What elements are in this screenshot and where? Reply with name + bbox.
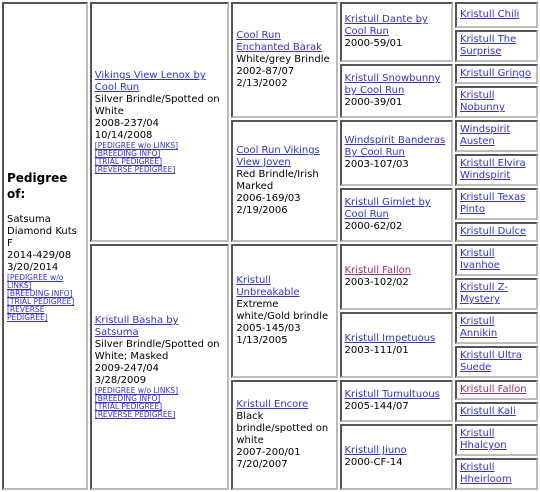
great-grandparent-name-link[interactable]: Kristull Tumultuous [344,389,440,400]
gen4-cell [455,424,538,456]
gen4-cell [455,222,538,242]
gen4-cell [455,402,538,422]
gen4-cell [455,120,538,152]
subject-pedigree-no-links-link[interactable]: [PEDIGREE w/o LINKS] [7,273,64,290]
gen4-cell [455,346,538,378]
sire-dob: 10/14/2008 [94,130,153,141]
great-grandparent-reg: 2000-CF-14 [344,457,403,468]
sire-trial-pedigree-link[interactable]: [TRIAL PEDIGREE] [94,157,163,166]
gen4-cell [455,86,538,118]
great-grandparent-reg: 2000-59/01 [344,38,403,49]
grandparent-cell [231,244,337,378]
grandparent-dob: 2/13/2002 [236,78,288,89]
great-grandparent-cell [340,244,454,310]
great-grandparent-reg: 2000-39/01 [344,97,403,108]
gen4-name-link[interactable]: Kristull Dulce [460,226,527,237]
gen4-name-link[interactable]: Kristull Elvira Windspirit [460,158,526,181]
sire-name-link[interactable]: Vikings View Lenox by Cool Run [94,70,206,93]
gen4-cell [455,312,538,344]
subject-name-line2: Diamond Kuts [7,226,77,237]
subject-name-line1: Satsuma [7,214,51,225]
grandparent-dob: 1/13/2005 [236,335,288,346]
gen4-cell [455,244,538,276]
gen4-cell [455,188,538,220]
grandparent-color: Black brindle/spotted on white [236,411,329,446]
great-grandparent-reg: 2003-102/02 [344,277,409,288]
gen4-cell [455,64,538,84]
grandparent-cell [231,120,337,242]
subject-trial-pedigree-link[interactable]: [TRIAL PEDIGREE] [7,297,75,306]
great-grandparent-reg: 2005-144/07 [344,401,409,412]
subject-breeding-info-link[interactable]: [BREEDING INFO] [7,289,73,298]
great-grandparent-reg: 2003-107/03 [344,159,409,170]
great-grandparent-cell [340,380,454,422]
grandparent-color: Red Brindle/Irish Marked [236,169,319,192]
grandparent-reg: 2002-87/07 [236,66,295,77]
subject-cell [2,2,88,490]
great-grandparent-cell [340,312,454,378]
great-grandparent-name-link[interactable]: Kristull Dante by Cool Run [344,14,428,37]
subject-dob: 3/20/2014 [7,262,59,273]
gen4-name-link[interactable]: Kristull Gringo [460,68,532,79]
dam-color: Silver Brindle/Spotted on White; Masked [94,339,220,362]
great-grandparent-cell [340,64,454,118]
dam-breeding-info-link[interactable]: [BREEDING INFO] [94,394,161,403]
great-grandparent-cell [340,120,454,186]
gen4-cell [455,30,538,62]
subject-reg: 2014-429/08 [7,250,72,261]
grandparent-color: Extreme white/Gold brindle [236,299,329,322]
gen4-name-link[interactable]: Kristull Z-Mystery [460,282,508,305]
gen4-name-link[interactable]: Kristull Nobunny [460,90,505,113]
dam-name-link[interactable]: Kristull Basha by Satsuma [94,315,179,338]
gen4-name-link[interactable]: Kristull Kali [460,406,516,417]
great-grandparent-name-link[interactable]: Kristull Jiuno [344,445,407,456]
page-title: Pedigree of: [7,171,68,201]
dam-reg: 2009-247/04 [94,363,160,374]
gen4-cell [455,2,538,28]
gen4-name-link[interactable]: Kristull Chili [460,9,520,20]
subject-reverse-pedigree-link[interactable]: [REVERSE PEDIGREE] [7,305,48,322]
sire-color: Silver Brindle/Spotted on White [94,94,220,117]
grandparent-name-link[interactable]: Cool Run Enchanted Barak [236,30,322,53]
grandparent-dob: 2/19/2006 [236,205,288,216]
gen4-name-link[interactable]: Windspirit Austen [460,124,511,147]
sire-reverse-pedigree-link[interactable]: [REVERSE PEDIGREE] [94,165,176,174]
grandparent-dob: 7/20/2007 [236,459,288,470]
great-grandparent-name-link[interactable]: Kristull Snowbunny by Cool Run [344,73,441,96]
great-grandparent-name-link[interactable]: Windspirit Banderas By Cool Run [344,135,446,158]
gen4-cell [455,380,538,400]
gen4-name-link[interactable]: Kristull Annikin [460,316,498,339]
great-grandparent-cell [340,424,454,490]
grandparent-reg: 2007-200/01 [236,447,301,458]
great-grandparent-reg: 2000-62/02 [344,221,403,232]
great-grandparent-reg: 2003-111/01 [344,345,409,356]
grandparent-name-link[interactable]: Cool Run Vikings View Joven [236,145,320,168]
gen4-cell [455,458,538,490]
gen4-name-link[interactable]: Kristull Ivanhoe [460,248,500,271]
subject-sex: F [7,238,13,249]
great-grandparent-name-link[interactable]: Kristull Fallon [344,265,412,276]
grandparent-color: White/grey Brindle [236,54,330,65]
dam-trial-pedigree-link[interactable]: [TRIAL PEDIGREE] [94,402,163,411]
gen4-cell [455,154,538,186]
gen4-name-link[interactable]: Kristull Texas Pinto [460,192,526,215]
sire-pedigree-no-links-link[interactable]: [PEDIGREE w/o LINKS] [94,141,179,150]
grandparent-cell [231,2,337,118]
sire-cell [90,2,230,242]
gen4-name-link[interactable]: Kristull Ultra Suede [460,350,522,373]
gen4-name-link[interactable]: Kristull Fallon [460,384,527,395]
gen4-name-link[interactable]: Kristull Hheirloom [460,462,512,485]
dam-reverse-pedigree-link[interactable]: [REVERSE PEDIGREE] [94,410,176,419]
great-grandparent-name-link[interactable]: Kristull Impetuous [344,333,436,344]
great-grandparent-name-link[interactable]: Kristull Gimlet by Cool Run [344,197,431,220]
gen4-name-link[interactable]: Kristull Hhalcyon [460,428,507,451]
grandparent-reg: 2006-169/03 [236,193,301,204]
gen4-name-link[interactable]: Kristull The Surprise [460,34,517,57]
grandparent-name-link[interactable]: Kristull Unbreakable [236,275,300,298]
sire-reg: 2008-237/04 [94,118,160,129]
dam-cell [90,244,230,490]
great-grandparent-cell [340,2,454,62]
grandparent-name-link[interactable]: Kristull Encore [236,399,309,410]
great-grandparent-cell [340,188,454,242]
sire-breeding-info-link[interactable]: [BREEDING INFO] [94,149,161,158]
grandparent-reg: 2005-145/03 [236,323,301,334]
gen4-cell [455,278,538,310]
dam-pedigree-no-links-link[interactable]: [PEDIGREE w/o LINKS] [94,386,179,395]
dam-dob: 3/28/2009 [94,375,147,386]
grandparent-cell [231,380,337,490]
